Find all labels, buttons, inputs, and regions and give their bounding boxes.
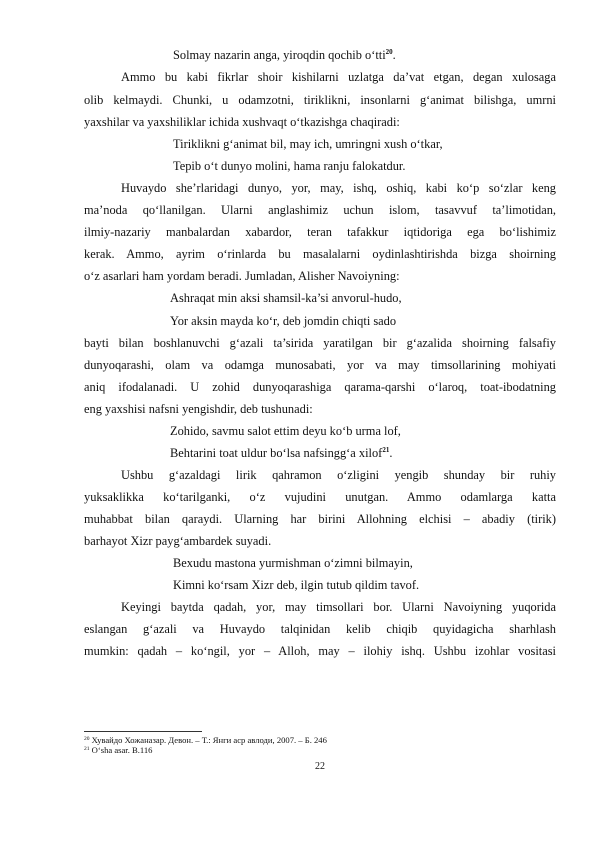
line-text: ma’noda qo‘llanilgan. Ularni anglashimiz uchun islom, tasavvuf ta’limotidan,: [84, 203, 556, 217]
verse-line: [170, 290, 556, 306]
line-text: Solmay nazarin anga, yiroqdin qochib o‘tti: [173, 48, 386, 62]
paragraph-first-line: [121, 467, 556, 483]
paragraph-line: [84, 114, 556, 130]
line-text: olib kelmaydi. Chunki, u odamzotni, tiriklikni, insonlarni g‘animat bilishga, umrni: [84, 93, 556, 107]
line-text: Yor aksin mayda ko‘r, deb jomdin chiqti sado: [170, 314, 397, 328]
line-text: Tepib o‘t dunyo molini, hama ranju falokatdur.: [173, 159, 406, 173]
line-text: kerak. Ammo, ayrim o‘rinlarda bu masalalarni oydinlashtirishda bizga shoirning: [84, 247, 556, 261]
paragraph-line: [84, 335, 556, 351]
verse-line: [170, 445, 556, 461]
line-text: mumkin: qadah – ko‘ngil, yor – Alloh, may – ilohiy ishq. Ushbu izohlar vositasi: [84, 644, 556, 658]
paragraph-line: [84, 621, 556, 637]
line-text: aniq ifodalanadi. U zohid dunyoqarashiga qarama-qarshi o‘laroq, toat-ibodatning: [84, 380, 556, 394]
page-number: 22: [315, 761, 325, 772]
footnote-text: O‘sha asar. B.116: [91, 745, 153, 755]
footnote-text: Хувайдо Хожаназар. Девон. – Т.: Янги аср авлоди, 2007. – Б. 246: [91, 735, 327, 745]
footnote-marker: 20: [84, 736, 90, 742]
line-text: dunyoqarashi, olam va odamga munosabati, yor va may timsollarining mohiyati: [84, 358, 556, 372]
footnote-marker: 21: [84, 746, 90, 752]
line-text: barhayot Xizr payg‘ambardek suyadi.: [84, 534, 272, 548]
verse-line: [170, 423, 556, 439]
line-punctuation: .: [392, 48, 396, 62]
footnote-ref: 21: [382, 446, 390, 454]
paragraph-line: [84, 511, 556, 527]
paragraph-line: [84, 92, 556, 108]
line-text: eslangan g‘azali va Huvaydo talqinidan kelib chiqib quyidagicha sharhlash: [84, 622, 556, 636]
paragraph-line: [84, 643, 556, 659]
line-text: eng yaxshisi nafsni yengishdir, deb tushunadi:: [84, 402, 313, 416]
paragraph-first-line: [121, 180, 556, 196]
paragraph-first-line: [121, 599, 556, 615]
line-text: Ashraqat min aksi shamsil-ka’si anvorul-hudo,: [170, 291, 402, 305]
line-text: Behtarini toat uldur bo‘lsa nafsingg‘a xilof: [170, 446, 383, 460]
footnote-20: [84, 735, 327, 745]
line-text: yaxshilar va yaxshiliklar ichida xushvaqt o‘tkazishga chaqiradi:: [84, 115, 400, 129]
paragraph-line: [84, 533, 556, 549]
verse-line: [173, 136, 556, 152]
verse-line: [173, 555, 556, 571]
line-text: ilmiy-nazariy manbalardan xabardor, teran tafakkur iqtidoriga ega bo‘lishimiz: [84, 225, 556, 239]
paragraph-line: [84, 357, 556, 373]
line-text: yuksaklikka ko‘tarilganki, o‘z vujudini unutgan. Ammo odamlarga katta: [84, 490, 556, 504]
line-text: Kimni ko‘rsam Xizr deb, ilgin tutub qildim tavof.: [173, 578, 420, 592]
paragraph-first-line: [121, 69, 556, 85]
line-text: Tiriklikni g‘animat bil, may ich, umringni xush o‘tkar,: [173, 137, 443, 151]
paragraph-line: [84, 224, 556, 240]
footnote-separator: [84, 731, 202, 732]
paragraph-line: [84, 379, 556, 395]
line-text: muhabbat bilan qaraydi. Ularning har birini Allohning elchisi – abadiy (tirik): [84, 512, 556, 526]
line-text: Ammo bu kabi fikrlar shoir kishilarni uzlatga da’vat etgan, degan xulosaga: [121, 70, 556, 84]
paragraph-line: [84, 202, 556, 218]
verse-line: [173, 47, 556, 63]
paragraph-line: [84, 268, 556, 284]
paragraph-line: [84, 246, 556, 262]
verse-line: [173, 577, 556, 593]
line-text: Ushbu g‘azaldagi lirik qahramon o‘zligini yengib shunday bir ruhiy: [121, 468, 556, 482]
line-text: Huvaydo she’rlaridagi dunyo, yor, may, ishq, oshiq, kabi ko‘p so‘zlar keng: [121, 181, 556, 195]
paragraph-line: [84, 489, 556, 505]
footnote-21: [84, 745, 152, 755]
paragraph-line: [84, 401, 556, 417]
line-text: bayti bilan boshlanuvchi g‘azali ta’sirida yaratilgan bir g‘azalida shoirning falsafiy: [84, 336, 556, 350]
line-text: Zohido, savmu salot ettim deyu ko‘b urma lof,: [170, 424, 401, 438]
line-text: Bexudu mastona yurmishman o‘zimni bilmayin,: [173, 556, 413, 570]
line-punctuation: .: [389, 446, 393, 460]
verse-line: [173, 158, 556, 174]
footnote-ref: 20: [385, 48, 393, 56]
line-text: o‘z asarlari ham yordam beradi. Jumladan, Alisher Navoiyning:: [84, 269, 400, 283]
line-text: Keyingi baytda qadah, yor, may timsollari bor. Ularni Navoiyning yuqorida: [121, 600, 556, 614]
verse-line: [170, 313, 556, 329]
